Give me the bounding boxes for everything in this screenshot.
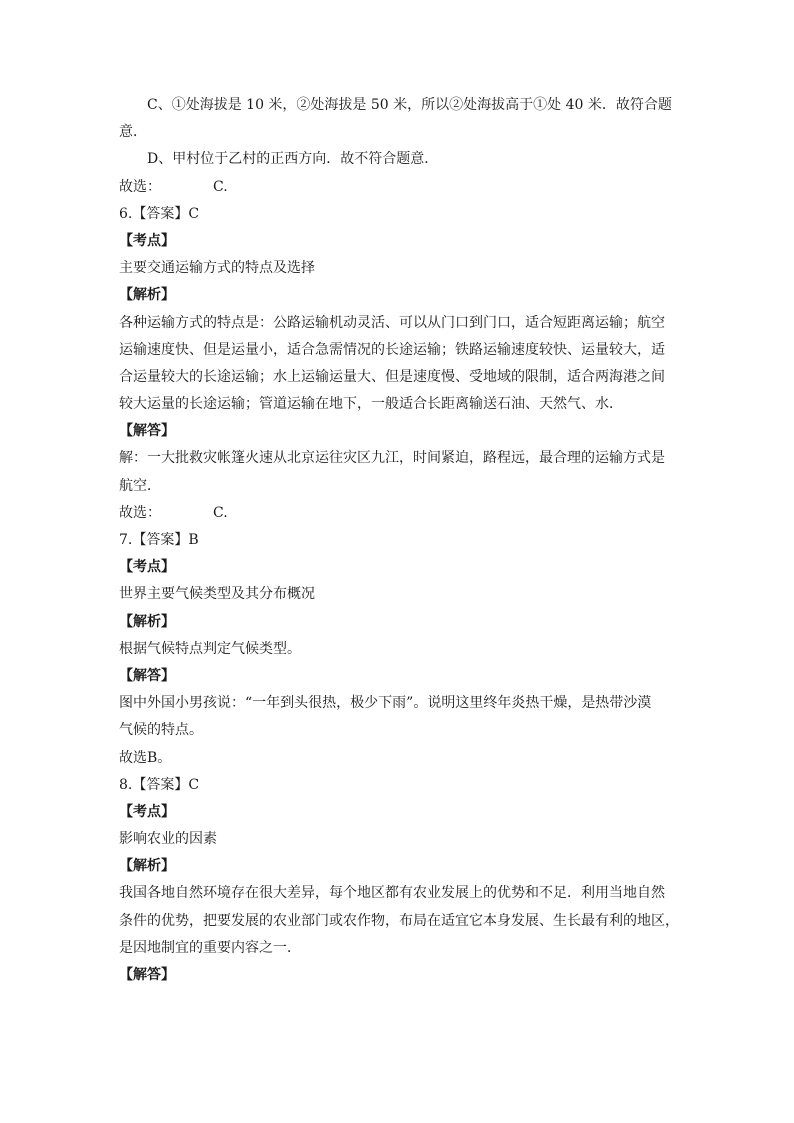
choice-line-q6 [119, 500, 679, 527]
q8-answer: 8.【答案】C [119, 776, 200, 793]
option-c-text: C、①处海拔是 10 米，②处海拔是 50 米，所以②处海拔高于①处 40 米．故符合题 [147, 97, 672, 113]
q7-choice: 故选B。 [119, 749, 172, 766]
q6-kaodian-label: 【考点】 [119, 232, 175, 249]
q8-kaodian-label: 【考点】 [119, 803, 175, 820]
q8-jieda-label: 【解答】 [119, 967, 175, 983]
q6-jiexi-text: 各种运输方式的特点是：公路运输机动灵活、可以从门口到门口，适合短距离运输；航空 [119, 314, 665, 331]
document-page [119, 92, 679, 989]
option-d-text: D、甲村位于乙村的正西方向．故不符合题意． [147, 151, 439, 168]
q8-jiexi-label: 【解析】 [119, 858, 175, 875]
choice-label: 故选： [119, 178, 161, 195]
option-c-text-cont: 意． [119, 124, 147, 141]
q7-kaodian-label: 【考点】 [119, 559, 175, 576]
choice-label: 故选： [119, 504, 161, 521]
q7-jieda-label: 【解答】 [119, 667, 175, 684]
q6-jiexi-text: 运输速度快、但是运量小，适合急需情况的长途运输；铁路运输速度较快、运量较大，适 [119, 341, 665, 358]
q8-kaodian-text: 影响农业的因素 [119, 831, 217, 848]
q7-jieda-text: 气候的特点。 [119, 722, 203, 739]
q7-answer: 7.【答案】B [119, 532, 199, 548]
q6-kaodian-text: 主要交通运输方式的特点及选择 [119, 260, 315, 277]
q6-jiexi-text: 较大运量的长途运输；管道运输在地下，一般适合长距离输送石油、天然气、水． [119, 396, 623, 413]
q6-jieda-label: 【解答】 [119, 423, 175, 440]
q7-jieda-text: 图中外国小男孩说：“一年到头很热，极少下雨”。说明这里终年炎热干燥，是热带沙漠 [119, 695, 652, 712]
q6-jieda-text: 解：一大批救灾帐篷火速从北京运往灾区九江，时间紧迫，路程远，最合理的运输方式是 [119, 450, 665, 467]
q6-jiexi-label: 【解析】 [119, 287, 175, 304]
q6-answer: 6.【答案】C [119, 205, 200, 222]
q6-jieda-text: 航空． [119, 477, 161, 494]
choice-value: C. [213, 178, 228, 195]
q6-jiexi-text: 合运量较大的长途运输；水上运输运量大、但是速度慢、受地域的限制，适合两海港之间 [119, 368, 665, 385]
q7-jiexi-label: 【解析】 [119, 613, 175, 630]
q8-jiexi-text: 条件的优势，把要发展的农业部门或农作物，布局在适宜它本身发展、生长最有利的地区， [119, 912, 679, 929]
q7-kaodian-text: 世界主要气候类型及其分布概况 [119, 586, 315, 603]
q7-jiexi-text: 根据气候特点判定气候类型。 [119, 640, 301, 657]
choice-value: C. [213, 504, 228, 521]
q8-jiexi-text: 是因地制宜的重要内容之一． [119, 939, 301, 956]
q8-jiexi-text: 我国各地自然环境存在很大差异，每个地区都有农业发展上的优势和不足．利用当地自然 [119, 885, 665, 902]
choice-line-q5 [119, 174, 679, 201]
